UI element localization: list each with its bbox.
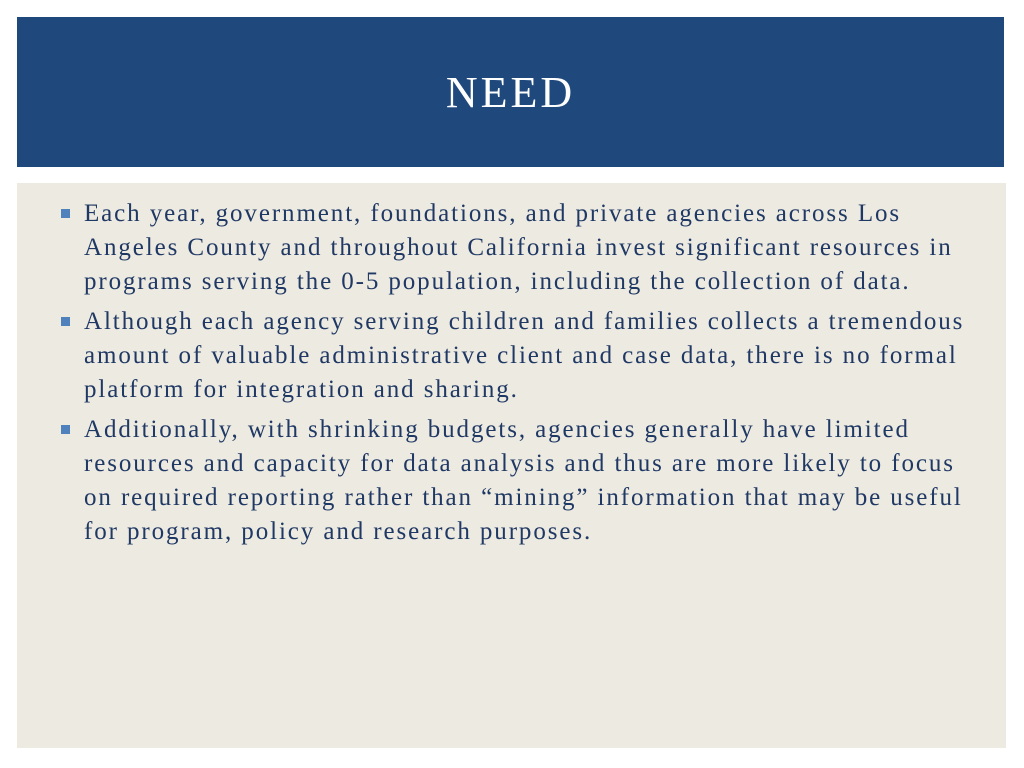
slide-title: NEED — [445, 67, 576, 117]
bullet-item — [59, 305, 970, 407]
square-bullet-icon — [61, 209, 70, 218]
bullet-list — [17, 183, 1006, 549]
bullet-text: Each year, government, foundations, and private agencies across Los Angeles County and throughout California invest significant resources in programs serving the 0-5 population, including the collection of data. — [84, 200, 953, 295]
content-area — [17, 183, 1006, 748]
square-bullet-icon — [61, 425, 70, 434]
square-bullet-icon — [61, 317, 70, 326]
bullet-item — [59, 413, 970, 549]
title-band — [17, 17, 1004, 167]
bullet-text: Although each agency serving children and families collects a tremendous amount of valuable administrative client and case data, there is no formal platform for integration and sharing. — [84, 308, 965, 403]
bullet-item — [59, 197, 970, 299]
bullet-text: Additionally, with shrinking budgets, agencies generally have limited resources and capacity for data analysis and thus are more likely to focus on required reporting rather than “mining” information that may be useful for program, policy and research purposes. — [84, 416, 963, 545]
